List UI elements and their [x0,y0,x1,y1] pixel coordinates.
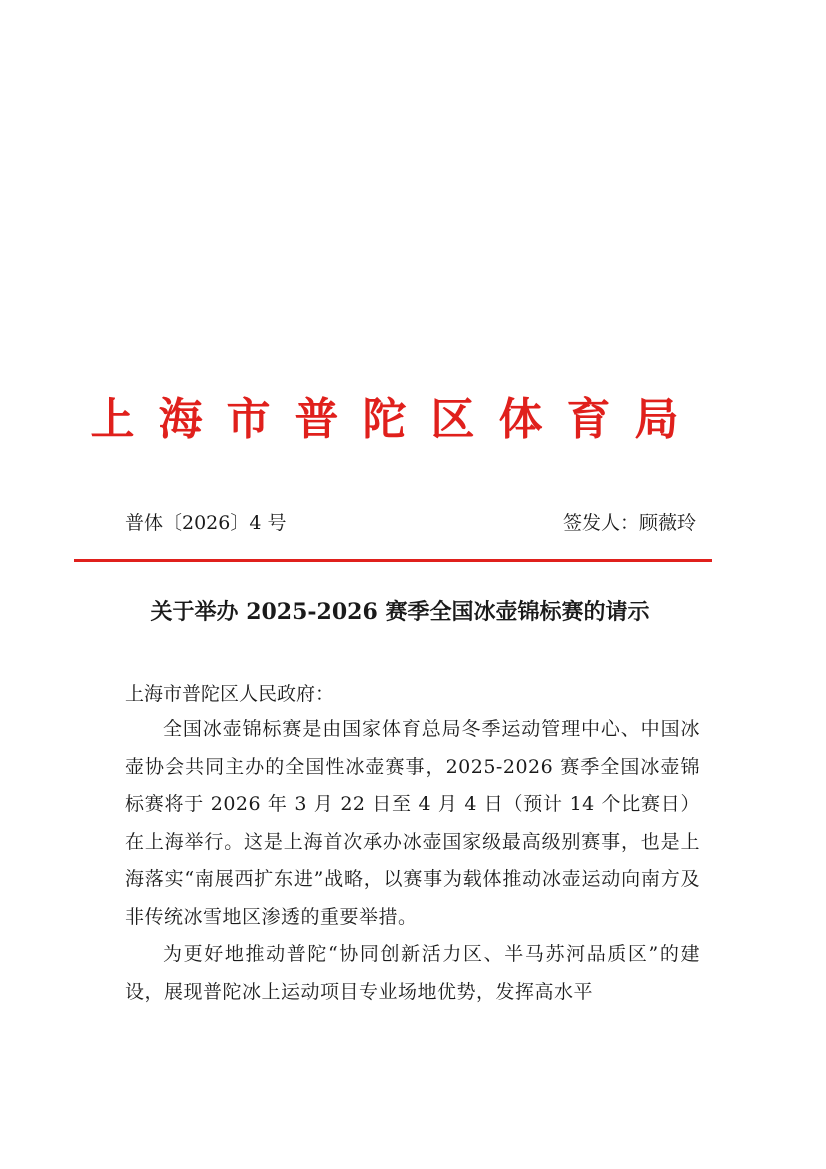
issuing-organization-title: 上海市普陀区体育局 [90,394,703,445]
document-number: 普体〔2026〕4 号 [125,512,287,534]
body-paragraph: 全国冰壶锦标赛是由国家体育总局冬季运动管理中心、中国冰壶协会共同主办的全国性冰壶赛事，2025-2026 赛季全国冰壶锦标赛将于 2026 年 3 月 22 日至 4 月 4 日（预计 14 个比赛日）在上海举行。这是上海首次承办冰壶国家级最高级别赛事，也是上海落实“南展西扩东进”战略，以赛事为载体推动冰壶运动向南方及非传统冰雪地区渗透的重要举措。 [125,718,700,928]
red-divider-line [74,559,712,562]
body-paragraph: 为更好地推动普陀“协同创新活力区、半马苏河品质区”的建设，展现普陀冰上运动项目专业场地优势，发挥高水平 [125,943,700,1003]
document-title: 关于举办 2025-2026 赛季全国冰壶锦标赛的请示 [150,599,650,625]
salutation: 上海市普陀区人民政府： [125,683,335,705]
document-body [125,711,700,1011]
signer-label: 签发人：顾薇玲 [562,512,696,534]
